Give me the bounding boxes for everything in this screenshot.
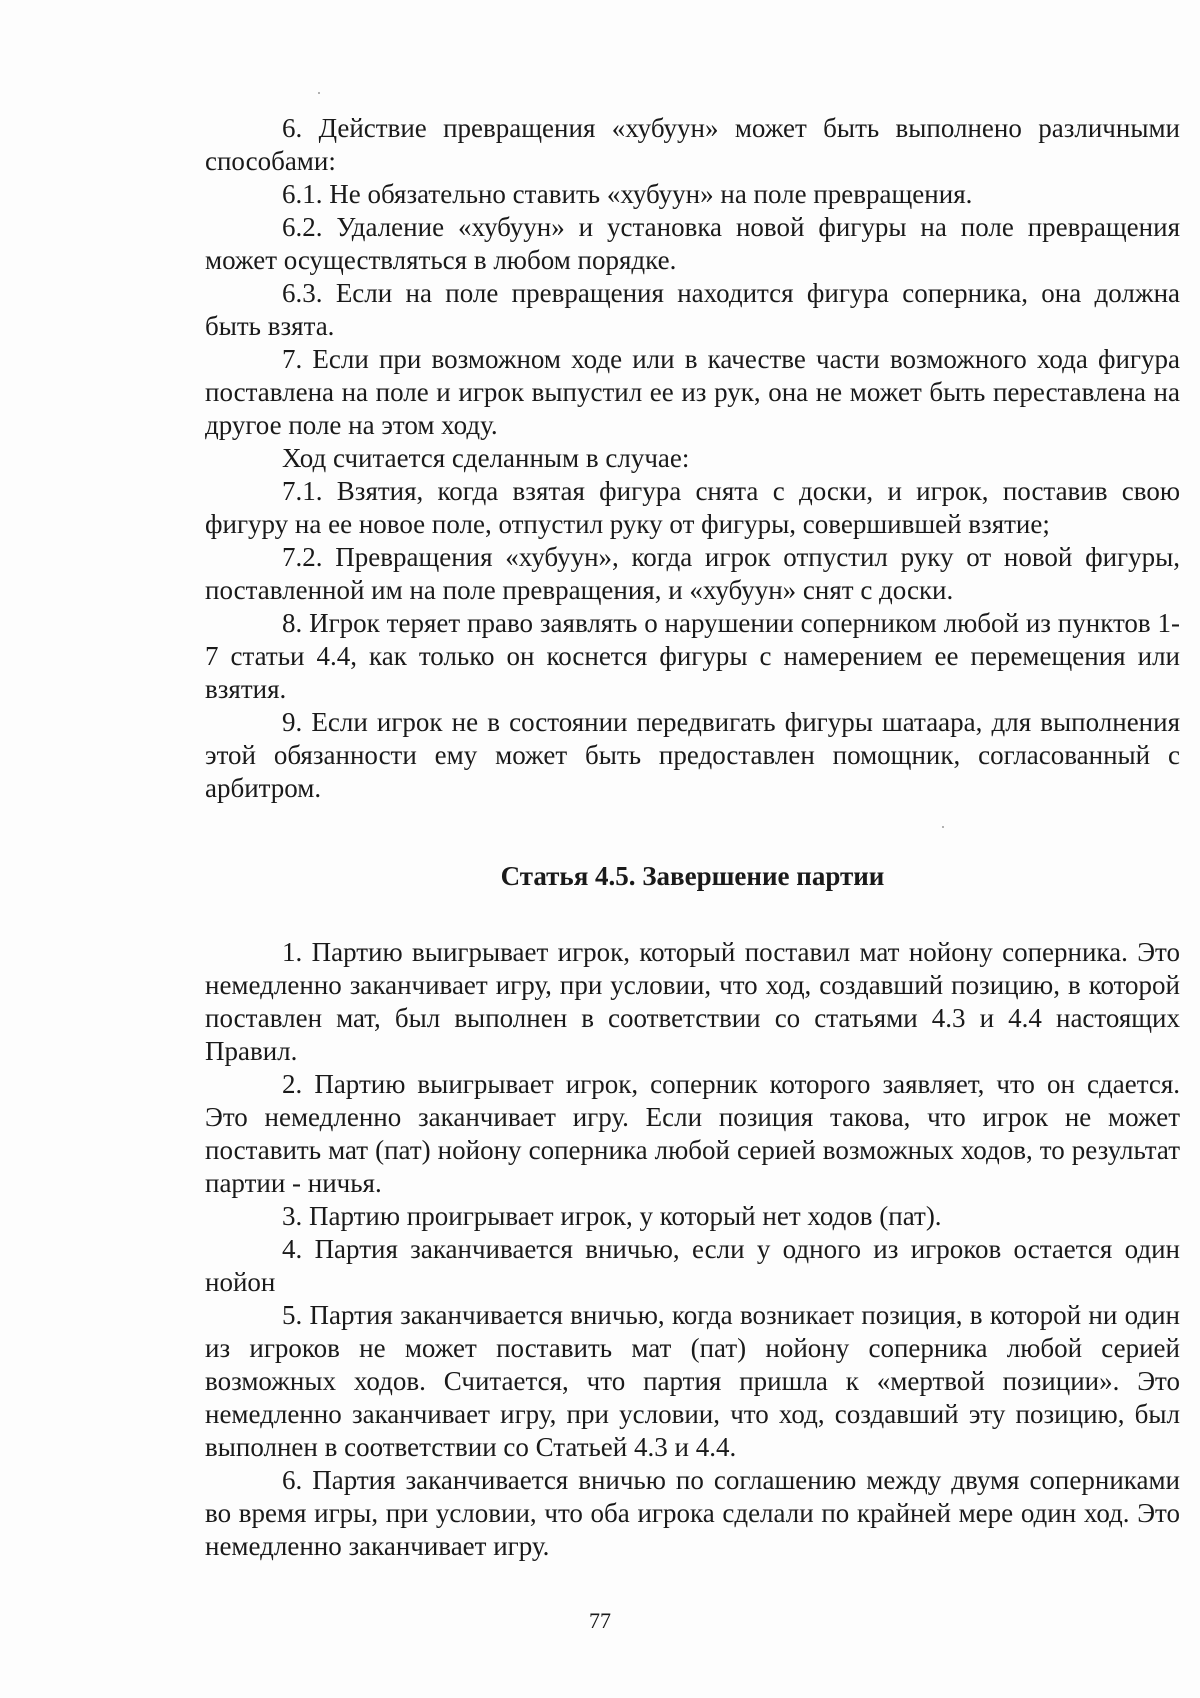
paragraph-9: 9. Если игрок не в состоянии передвигать фигуры шатаара, для выполнения этой обязанности ему может быть предоставлен помощник, согласованный с арбитром. [205,707,1180,803]
paragraph-7-1: 7.1. Взятия, когда взятая фигура снята с доски, и игрок, поставив свою фигуру на ее новое поле, отпустил руку от фигуры, совершившей взятие; [205,476,1180,539]
paragraph-draw-lone-king: 4. Партия заканчивается вничью, если у одного из игроков остается один нойон [205,1234,1180,1297]
paragraph-win-resign: 2. Партию выигрывает игрок, соперник которого заявляет, что он сдается. Это немедленно заканчивает игру. Если позиция такова, что игрок не может поставить мат (пат) нойону соперника любой серией возможных ходов, то результат партии - ничья. [205,1069,1180,1198]
paragraph-win-mate: 1. Партию выигрывает игрок, который поставил мат нойону соперника. Это немедленно заканчивает игру, при условии, что ход, создавший позицию, в которой поставлен мат, был выполнен в соответствии со статьями 4.3 и 4.4 настоящих Правил. [205,937,1180,1066]
paragraph-6-3: 6.3. Если на поле превращения находится фигура соперника, она должна быть взята. [205,278,1180,341]
article-heading: Статья 4.5. Завершение партии [500,861,885,891]
paragraph-8: 8. Игрок теряет право заявлять о нарушении соперником любой из пунктов 1-7 статьи 4.4, как только он коснется фигуры с намерением ее перемещения или взятия. [205,608,1180,704]
paragraph-6: 6. Действие превращения «хубуун» может быть выполнено различными способами: [205,113,1180,176]
section-2-body [205,936,1180,1563]
paragraph-6-1: 6.1. Не обязательно ставить «хубуун» на поле превращения. [282,179,973,209]
paragraph-7-2: 7.2. Превращения «хубуун», когда игрок отпустил руку от новой фигуры, поставленной им на поле превращения, и «хубуун» снят с доски. [205,542,1180,605]
section-1-body [205,112,1180,805]
page-number: 77 [589,1608,611,1633]
paragraph-move-completed: Ход считается сделанным в случае: [282,443,690,473]
paragraph-draw-agreement: 6. Партия заканчивается вничью по соглашению между двумя соперниками во время игры, при условии, что оба игрока сделали по крайней мере один ход. Это немедленно заканчивает игру. [205,1465,1180,1561]
paragraph-7: 7. Если при возможном ходе или в качестве части возможного хода фигура поставлена на поле и игрок выпустил ее из рук, она не может быть переставлена на другое поле на этом ходу. [205,344,1180,440]
paragraph-6-2: 6.2. Удаление «хубуун» и установка новой фигуры на поле превращения может осуществляться в любом порядке. [205,212,1180,275]
paragraph-lose-stalemate: 3. Партию проигрывает игрок, у который нет ходов (пат). [282,1201,942,1231]
scan-speck [942,826,944,828]
paragraph-draw-dead-position: 5. Партия заканчивается вничью, когда возникает позиция, в которой ни один из игроков не может поставить мат (пат) нойону соперника любой серией возможных ходов. Считается, что партия пришла к «мертвой позиции». Это немедленно заканчивает игру, при условии, что ход, создавший эту позицию, был выполнен в соответствии со Статьей 4.3 и 4.4. [205,1300,1180,1462]
scan-speck [318,92,320,94]
